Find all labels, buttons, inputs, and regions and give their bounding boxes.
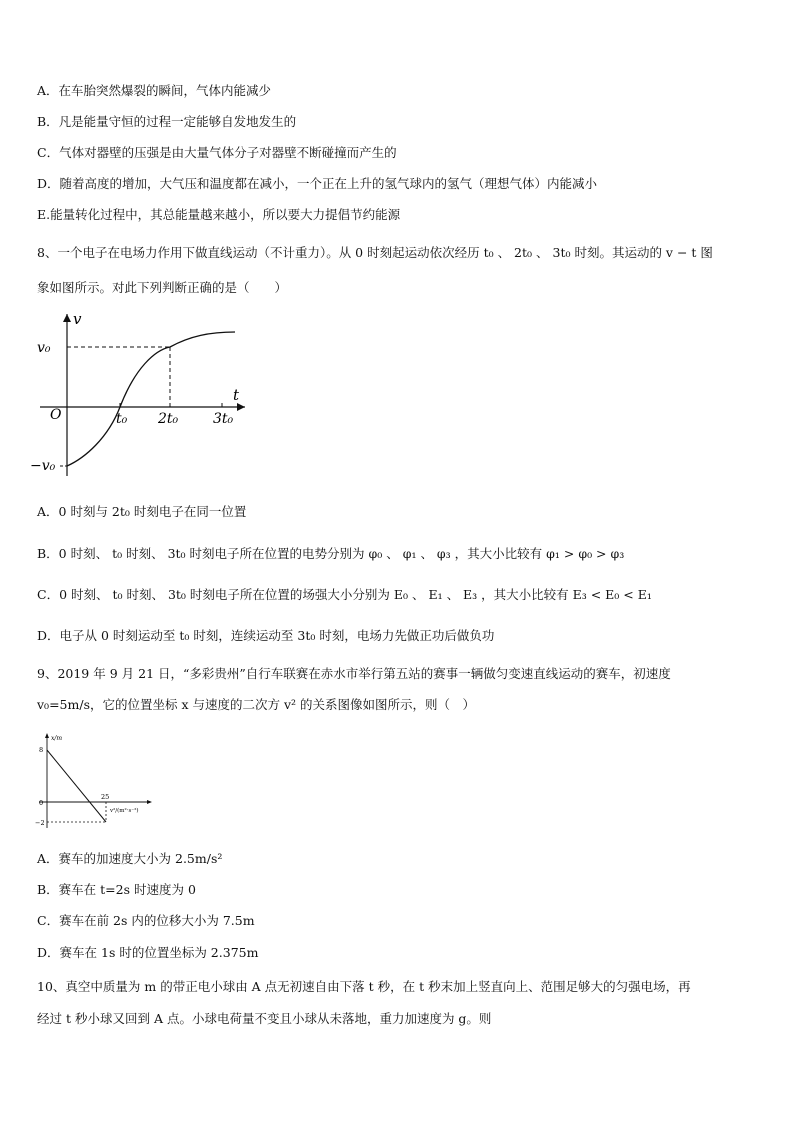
- q8-option-c: C．0 时刻、 t₀ 时刻、 3t₀ 时刻电子所在位置的场强大小分别为 E₀ 、 E₁ 、 E₃ ，其大小比较有 E₃ < E₀ < E₁: [37, 587, 652, 602]
- q8-velocity-curve: [67, 332, 235, 466]
- q9-yneg2-label: −2: [35, 819, 45, 827]
- q9-y-arrow: [45, 733, 49, 738]
- q9-y0-label: 0: [39, 799, 44, 807]
- q8-negv0-label: −v₀: [30, 458, 56, 474]
- q10-stem-line1: 10、真空中质量为 m 的带正电小球由 A 点无初速自由下落 t 秒，在 t 秒末加上竖直向上、范围足够大的匀强电场，再: [37, 979, 691, 994]
- q7-option-e: E.能量转化过程中，其总能量越来越小，所以要大力提倡节约能源: [37, 207, 401, 222]
- q8-option-b: B．0 时刻、 t₀ 时刻、 3t₀ 时刻电子所在位置的电势分别为 φ₀ 、 φ₁ 、 φ₃ ，其大小比较有 φ₁ > φ₀ > φ₃: [37, 546, 625, 561]
- q9-y-label: x/m: [51, 735, 63, 742]
- q9-x-v2-graph: [33, 730, 158, 830]
- q9-option-d: D．赛车在 1s 时的位置坐标为 2.375m: [37, 945, 259, 960]
- q9-stem-line2: v₀=5m/s，它的位置坐标 x 与速度的二次方 v² 的关系图像如图所示，则（ ）: [37, 697, 475, 712]
- q9-x-label: v²/(m²·s⁻²): [110, 808, 139, 814]
- q10-stem-line2: 经过 t 秒小球又回到 A 点。小球电荷量不变且小球从未落地，重力加速度为 g。则: [37, 1011, 492, 1026]
- q9-option-c: C．赛车在前 2s 内的位移大小为 7.5m: [37, 913, 255, 928]
- q8-option-d: D．电子从 0 时刻运动至 t₀ 时刻，连续运动至 3t₀ 时刻，电场力先做正功后做负功: [37, 628, 495, 643]
- q9-option-a: A．赛车的加速度大小为 2.5m/s²: [37, 851, 223, 866]
- q8-option-a: A．0 时刻与 2t₀ 时刻电子在同一位置: [37, 504, 247, 519]
- q8-origin-label: O: [50, 407, 62, 423]
- q9-line: [47, 750, 106, 822]
- q7-option-b: B．凡是能量守恒的过程一定能够自发地发生的: [37, 114, 297, 129]
- q8-2t0-label: 2t₀: [158, 411, 179, 427]
- q7-option-c: C．气体对器壁的压强是由大量气体分子对器壁不断碰撞而产生的: [37, 145, 397, 160]
- q7-option-d: D．随着高度的增加，大气压和温度都在减小，一个正在上升的氢气球内的氢气（理想气体）内能减小: [37, 176, 598, 191]
- q8-t-label: t: [233, 386, 240, 404]
- q7-option-a: A．在车胎突然爆裂的瞬间，气体内能减少: [37, 83, 272, 98]
- q8-3t0-label: 3t₀: [213, 411, 234, 427]
- q8-x-arrow: [237, 403, 245, 411]
- q8-y-arrow: [63, 314, 71, 322]
- q9-option-b: B．赛车在 t=2s 时速度为 0: [37, 882, 196, 897]
- q9-y8-label: 8: [39, 746, 44, 754]
- q9-x25-label: 25: [101, 793, 110, 801]
- q8-v0-label: v₀: [37, 340, 51, 356]
- q8-vt-graph: [30, 308, 260, 483]
- q8-stem-line1: 8、一个电子在电场力作用下做直线运动（不计重力）。从 0 时刻起运动依次经历 t₀ 、 2t₀ 、 3t₀ 时刻。其运动的 v − t 图: [37, 245, 713, 260]
- q9-stem-line1: 9、2019 年 9 月 21 日，“多彩贵州”自行车联赛在赤水市举行第五站的赛事一辆做匀变速直线运动的赛车，初速度: [37, 666, 671, 681]
- q9-x-arrow: [147, 800, 152, 804]
- q8-t0-label: t₀: [116, 411, 128, 427]
- q8-stem-line2: 象如图所示。对此下列判断正确的是（ ）: [37, 280, 288, 295]
- q8-v-label: v: [73, 310, 82, 328]
